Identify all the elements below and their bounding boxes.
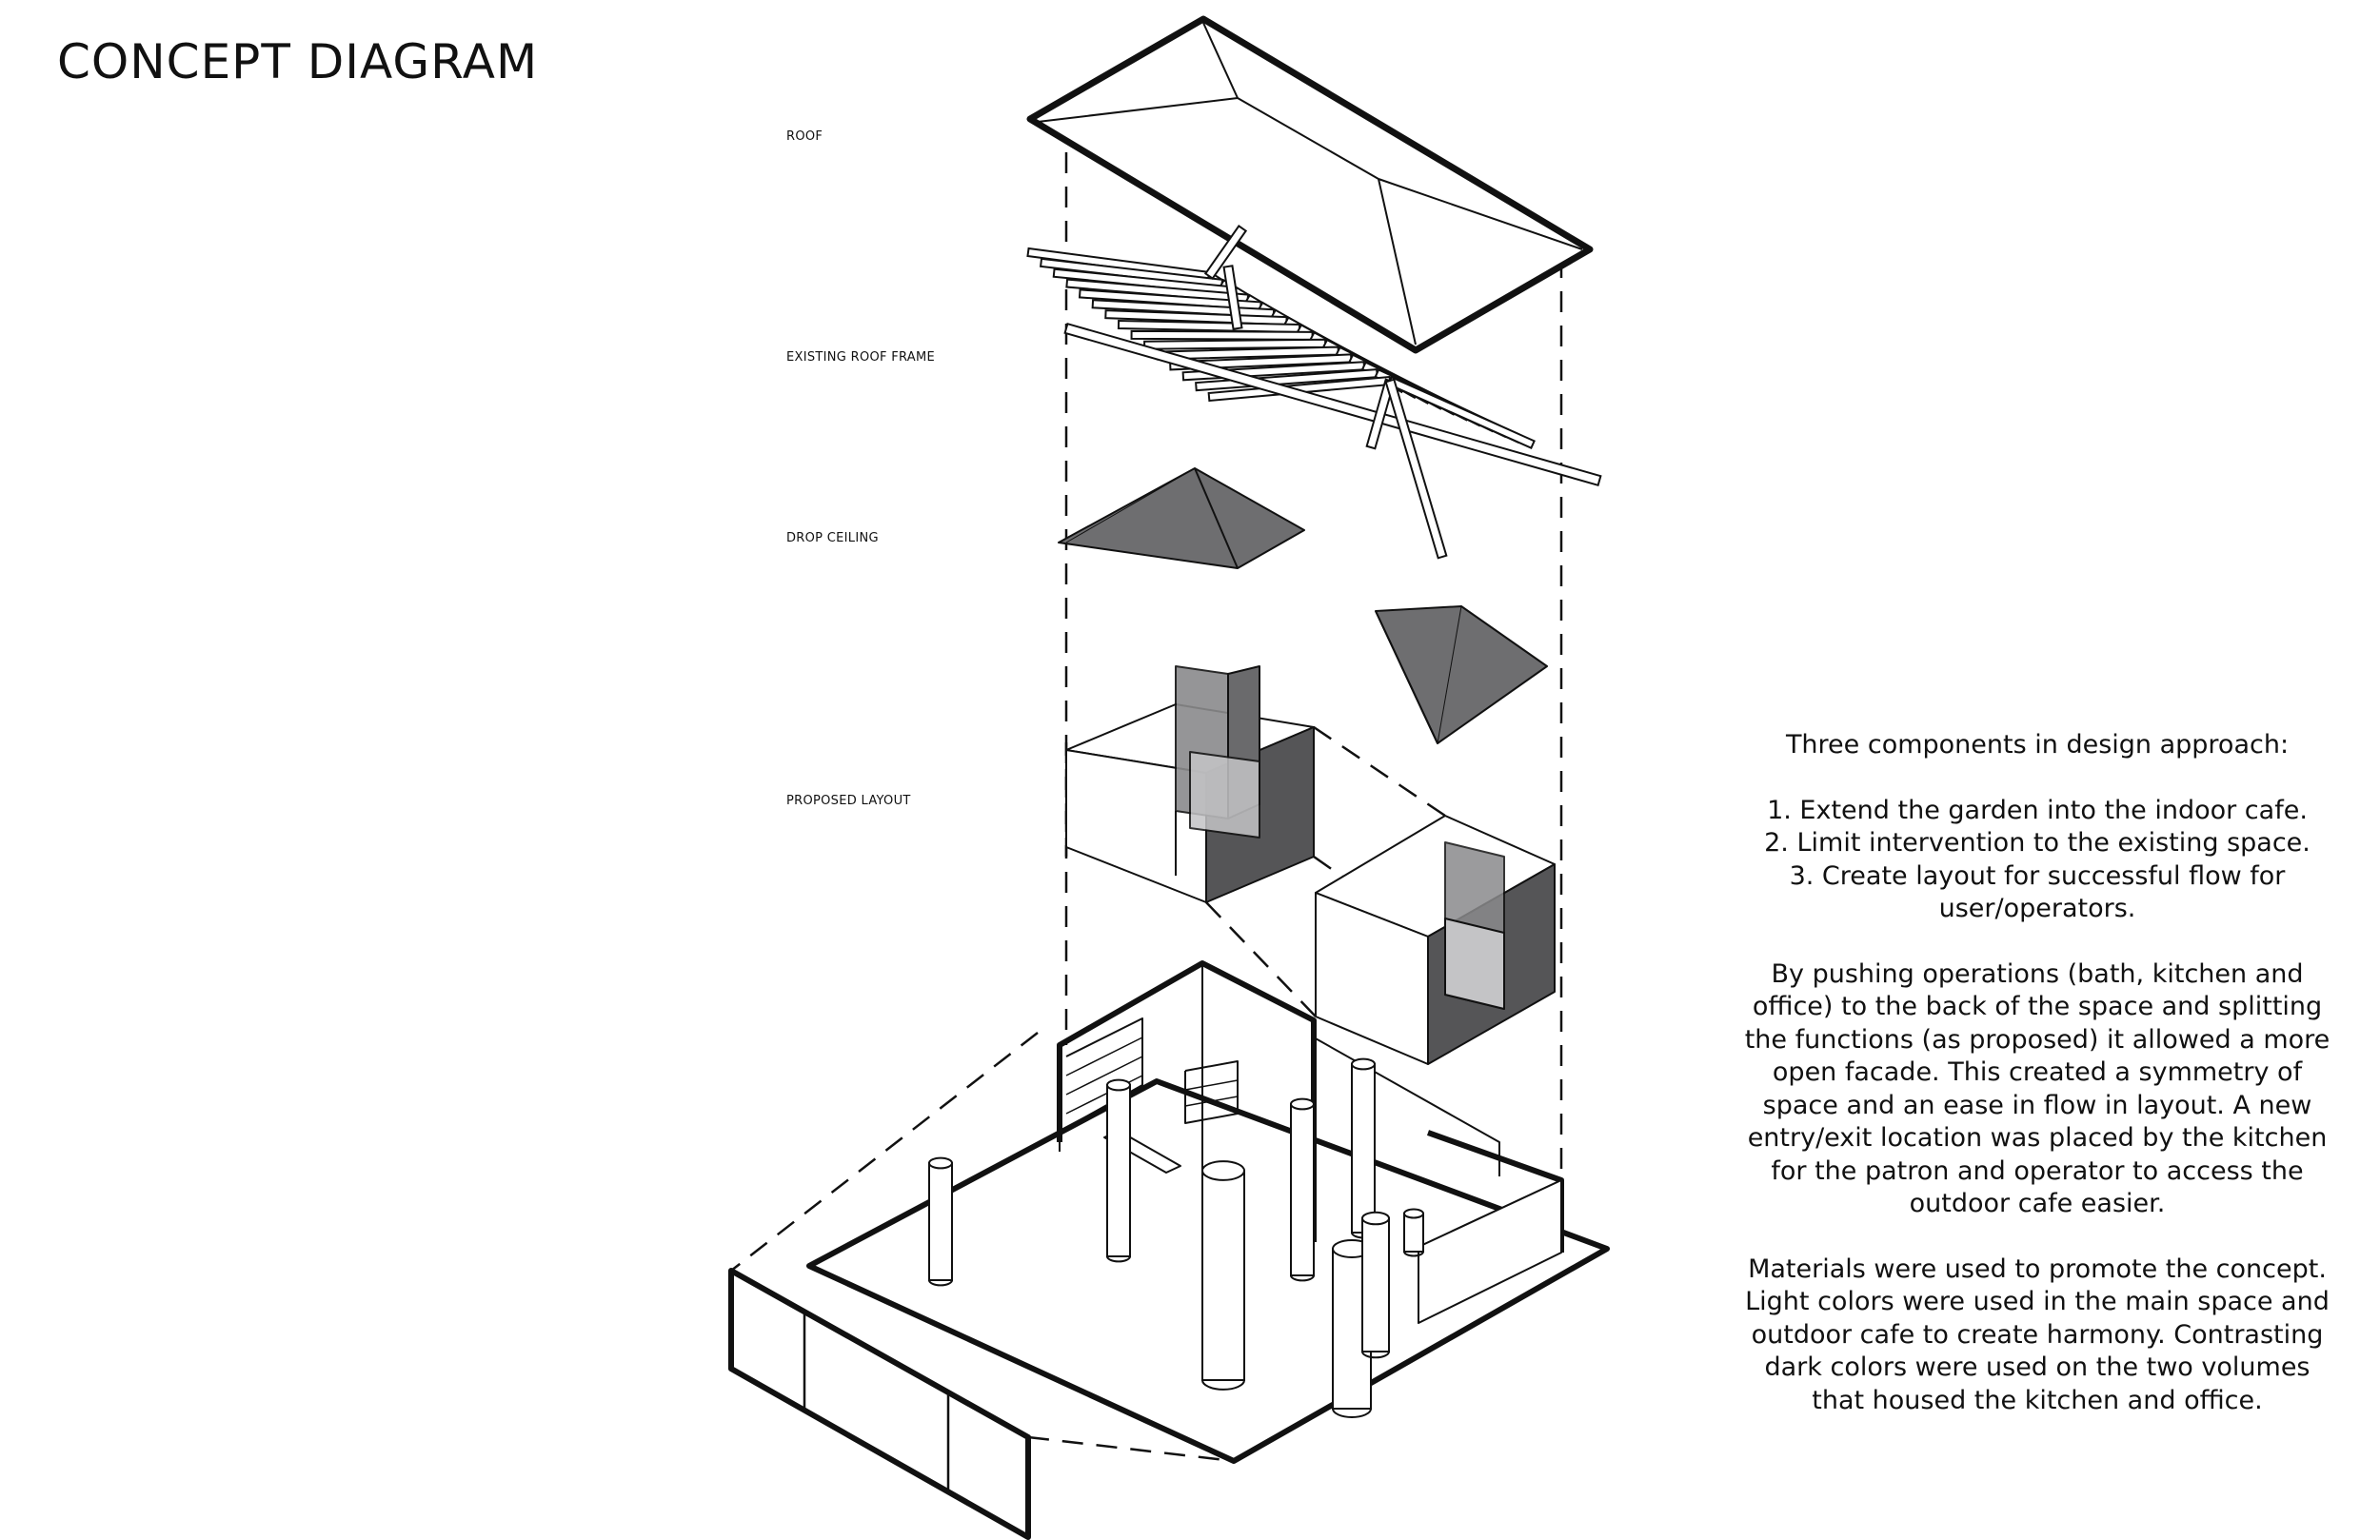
description-line: Materials were used to promote the concept. <box>1748 1254 2327 1284</box>
guide-line <box>1314 727 1445 816</box>
layer-label-roof-frame: EXISTING ROOF FRAME <box>786 350 936 365</box>
description-line: entry/exit location was placed by the kitchen <box>1747 1123 2328 1153</box>
drop-ceiling-right <box>1376 606 1547 743</box>
description-line: By pushing operations (bath, kitchen and <box>1771 958 2304 989</box>
description-line: dark colors were used on the two volumes <box>1764 1352 2311 1382</box>
column <box>929 1158 952 1286</box>
guide-line <box>1206 902 1316 1017</box>
description-line: outdoor cafe easier. <box>1909 1189 2166 1218</box>
description-line: the functions (as proposed) it allowed a more <box>1744 1024 2330 1055</box>
column <box>1352 1059 1375 1238</box>
description-line: space and an ease in flow in layout. A new <box>1762 1090 2312 1120</box>
column <box>1404 1210 1423 1256</box>
layer-label-proposed-layout: PROPOSED LAYOUT <box>786 794 911 808</box>
layer-label-roof: ROOF <box>786 129 823 144</box>
description-line: for the patron and operator to access the <box>1771 1155 2304 1186</box>
description-heading: Three components in design approach: <box>1785 730 2290 760</box>
rafter-beam <box>1132 331 1313 340</box>
drop-ceiling-left <box>1059 468 1304 568</box>
proposed-layout-layer <box>1066 666 1555 1064</box>
description-line: that housed the kitchen and office. <box>1812 1385 2263 1415</box>
design-description <box>1695 729 2380 1417</box>
column <box>1202 1161 1244 1390</box>
floor-plan-layer <box>731 963 1607 1537</box>
description-line: Light colors were used in the main space and <box>1745 1287 2330 1316</box>
description-line: outdoor cafe to create harmony. Contrasting <box>1751 1319 2324 1350</box>
page-title: CONCEPT DIAGRAM <box>57 34 539 89</box>
column <box>1362 1213 1389 1358</box>
description-line: open facade. This created a symmetry of <box>1772 1057 2303 1087</box>
layer-label-drop-ceiling: DROP CEILING <box>786 531 879 545</box>
description-item: 1. Extend the garden into the indoor cafe. <box>1767 795 2308 825</box>
description-item: user/operators. <box>1938 894 2136 923</box>
drop-ceiling-layer <box>1059 468 1547 743</box>
description-item: 3. Create layout for successful flow for <box>1789 860 2286 891</box>
description-line: office) to the back of the space and splitting <box>1752 992 2323 1021</box>
description-item: 2. Limit intervention to the existing space. <box>1764 828 2311 858</box>
column <box>1107 1080 1130 1262</box>
column <box>1291 1099 1314 1281</box>
